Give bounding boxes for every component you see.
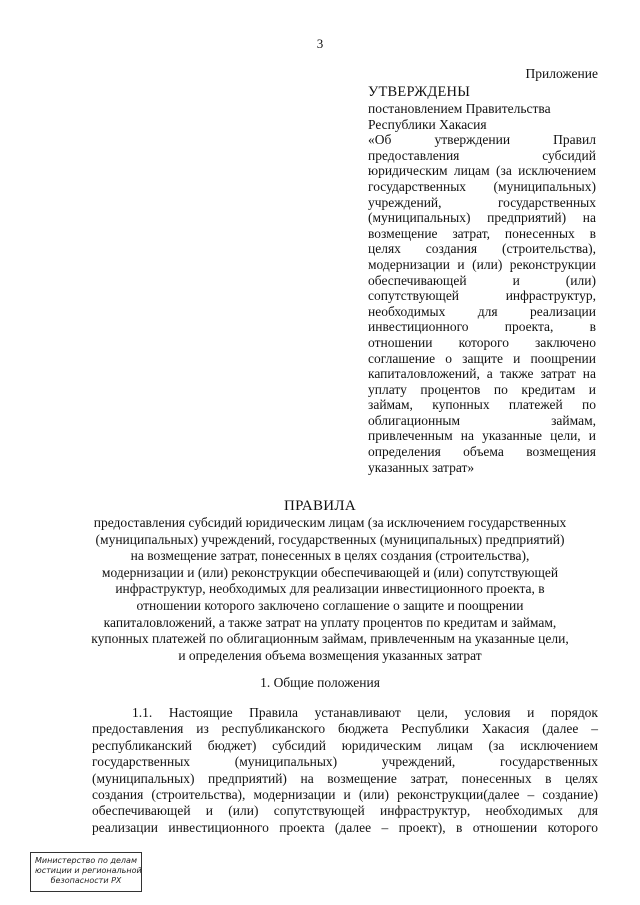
stamp-line: юстиции и региональной	[35, 866, 142, 875]
approval-line: возмещение затрат, понесенных в	[368, 225, 596, 241]
body-line: 1.1. Настоящие Правила устанавливают цели, условия и порядок	[132, 705, 598, 720]
approval-line: (муниципальных) предприятий) на	[368, 210, 596, 226]
rules-subtitle-line: капиталовложений, а также затрат на уплату процентов по кредитам и займам,	[103, 614, 557, 630]
ministry-stamp	[30, 852, 142, 892]
approval-line: юридическим лицам (за исключением	[368, 163, 596, 179]
appendix-label: Приложение	[525, 66, 598, 81]
stamp-line: Министерство по делам	[35, 856, 137, 865]
rules-subtitle-line: купонных платежей по облигационным займам, привлеченным на указанные цели,	[91, 631, 569, 647]
body-line: государственных (муниципальных) учреждений, государственных	[92, 754, 598, 770]
body-paragraph	[92, 705, 598, 836]
approval-line: государственных (муниципальных)	[368, 178, 596, 194]
rules-title: ПРАВИЛА	[283, 498, 357, 514]
body-line: обеспечивающей и (или) сопутствующей инфраструктур, необходимых для	[92, 803, 598, 819]
approval-line: определения объема возмещения	[368, 444, 596, 460]
approval-line: необходимых для реализации	[368, 303, 596, 319]
section-heading: 1. Общие положения	[260, 675, 380, 690]
rules-subtitle-line: на возмещение затрат, понесенных в целях создания (строительства),	[130, 548, 530, 564]
approval-line: займам, купонных платежей по	[368, 397, 596, 413]
approval-line: предоставления субсидий	[368, 147, 596, 163]
rules-subtitle-line: (муниципальных) учреждений, государственных (муниципальных) предприятий)	[95, 531, 565, 547]
approval-line: сопутствующей инфраструктур,	[368, 288, 596, 304]
approval-line: учреждений, государственных	[368, 194, 596, 210]
stamp-line: безопасности РХ	[50, 876, 122, 885]
body-line: создания (строительства), модернизации и (или) реконструкции(далее – создание)	[92, 787, 598, 803]
approval-line: указанных затрат»	[368, 459, 475, 475]
approval-line: инвестиционного проекта, в	[368, 319, 596, 335]
body-line: реализации инвестиционного проекта (далее – проект), в отношении которого	[92, 819, 598, 835]
approval-line: Республики Хакасия	[368, 116, 487, 132]
approval-line: привлеченным на указанные цели, и	[368, 428, 596, 444]
rules-subtitle-line: инфраструктур, необходимых для реализации инвестиционного проекта, в	[115, 581, 545, 597]
approval-line: облигационным займам,	[368, 412, 596, 428]
rules-subtitle-line: модернизации и (или) реконструкции обеспечивающей и (или) сопутствующей	[101, 564, 559, 580]
rules-subtitle-line: предоставления субсидий юридическим лицам (за исключением государственных	[93, 515, 567, 530]
approval-line: модернизации и (или) реконструкции	[368, 256, 596, 272]
rules-subtitle-line: и определения объема возмещения указанных затрат	[178, 647, 482, 663]
approval-line: обеспечивающей и (или)	[368, 272, 596, 288]
body-line: (муниципальных) предприятий) на возмещение затрат, понесенных в целях	[92, 770, 598, 786]
approval-line: целях создания (строительства),	[368, 241, 596, 257]
approval-line: соглашение о защите и поощрении	[368, 350, 596, 366]
approval-line: уплату процентов по кредитам и	[368, 381, 596, 397]
approval-line: капиталовложений, а также затрат на	[368, 366, 596, 382]
approval-block	[368, 84, 596, 475]
approval-line: «Об утверждении Правил	[368, 132, 596, 148]
body-line: республиканский бюджет) субсидий юридическим лицам (за исключением	[92, 737, 598, 753]
page-number: 3	[316, 36, 324, 51]
approval-line: отношении которого заключено	[368, 334, 596, 350]
approval-line: постановлением Правительства	[368, 101, 551, 116]
body-line: предоставления из республиканского бюджета Республики Хакасия (далее –	[92, 721, 598, 737]
rules-subtitle	[80, 515, 580, 664]
rules-subtitle-line: отношении которого заключено соглашение о защите и поощрении	[136, 597, 524, 613]
approval-title: УТВЕРЖДЕНЫ	[368, 84, 471, 100]
